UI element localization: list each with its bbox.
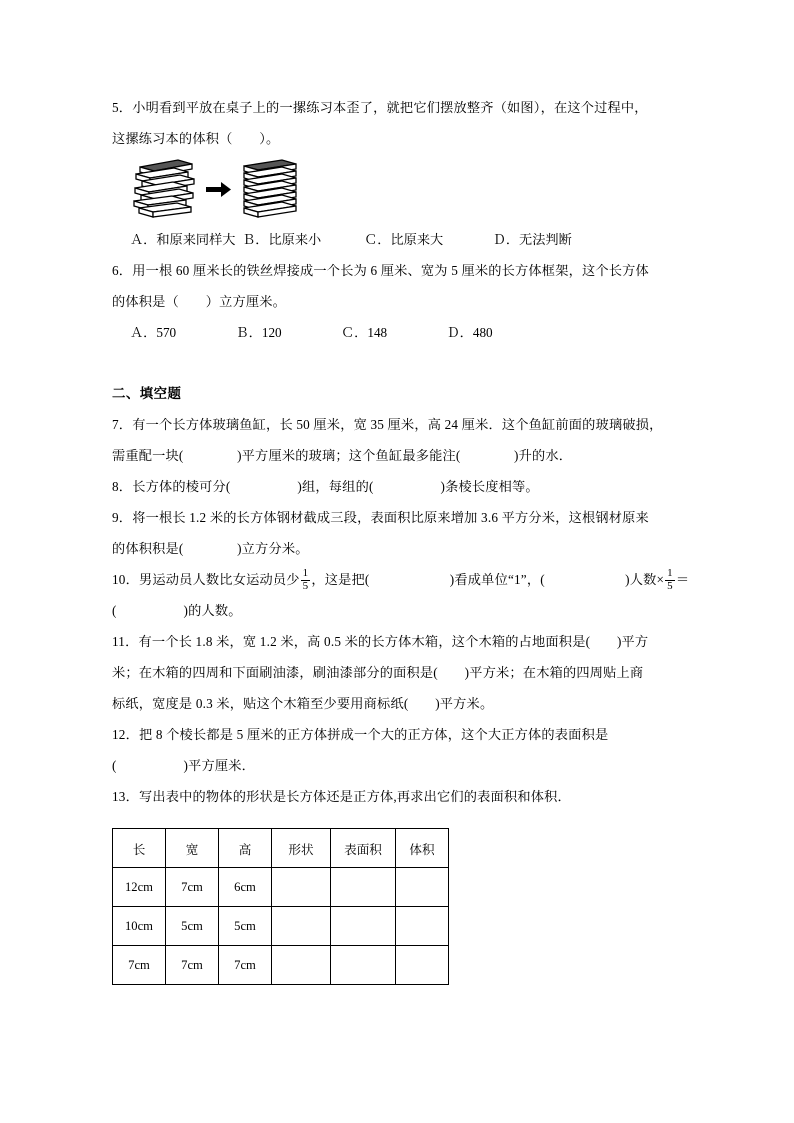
question-11-line-2: 米；在木箱的四周和下面刷油漆，刷油漆部分的面积是( )平方米；在木箱的四周贴上商 — [112, 665, 644, 680]
question-10-text-part-3: ＝ — [675, 572, 690, 587]
question-13-number: 13． — [112, 789, 139, 804]
cell-volume-answer[interactable] — [396, 946, 449, 985]
question-13-line-1 — [112, 781, 690, 812]
cell-length: 12cm — [113, 868, 166, 907]
right-arrow-icon — [206, 182, 231, 197]
question-5 — [112, 92, 690, 255]
cell-shape-answer[interactable] — [272, 868, 331, 907]
question-5-line-1 — [112, 92, 690, 123]
table-row — [113, 868, 449, 907]
cell-width: 7cm — [166, 868, 219, 907]
table-header-width: 宽 — [166, 829, 219, 868]
question-13-text-1: 写出表中的物体的形状是长方体还是正方体,再求出它们的表面积和体积． — [138, 789, 571, 804]
book-stack-figure — [112, 154, 690, 224]
question-9-text-1: 将一根长 1.2 米的长方体钢材截成三段，表面积比原来增加 3.6 平方分米，这根钢材原来 — [132, 510, 649, 525]
table-body — [113, 868, 449, 985]
question-12-line-2: ( )平方厘米． — [112, 758, 256, 773]
table-row — [113, 907, 449, 946]
question-6-text-1: 用一根 60 厘米长的铁丝焊接成一个长为 6 厘米、宽为 5 厘米的长方体框架，这个长方体 — [132, 263, 649, 278]
question-9-number: 9． — [112, 510, 133, 525]
question-5-options: Ａ．和原来同样大 Ｂ．比原来小 Ｃ．比原来大 Ｄ．无法判断 — [130, 232, 572, 247]
table-header-row — [113, 829, 449, 868]
section-spacer — [112, 348, 690, 378]
cell-surface-area-answer[interactable] — [331, 907, 396, 946]
cell-height: 5cm — [219, 907, 272, 946]
table-header-shape: 形状 — [272, 829, 331, 868]
question-6-line-2: 的体积是（ ）立方厘米。 — [112, 294, 287, 309]
question-7-line-2: 需重配一块( )平方厘米的玻璃；这个鱼缸最多能注( )升的水． — [112, 448, 573, 463]
cell-surface-area-answer[interactable] — [331, 868, 396, 907]
question-13 — [112, 781, 690, 812]
table-header-surface-area: 表面积 — [331, 829, 396, 868]
fraction-numerator: 1 — [667, 567, 673, 580]
question-10-text-part-2: ，这是把( )看成单位“1”，( )人数× — [311, 572, 665, 587]
question-10-text-part-1: 男运动员人数比女运动员少 — [138, 572, 300, 587]
page-content — [112, 92, 690, 985]
cell-volume-answer[interactable] — [396, 907, 449, 946]
question-7 — [112, 409, 690, 471]
cell-shape-answer[interactable] — [272, 907, 331, 946]
fraction-one-fifth-b — [665, 568, 675, 592]
table-header-volume: 体积 — [396, 829, 449, 868]
cell-shape-answer[interactable] — [272, 946, 331, 985]
cell-length: 10cm — [113, 907, 166, 946]
question-6-number: 6． — [112, 263, 133, 278]
question-9-line-1 — [112, 502, 690, 533]
question-5-text-1: 小明看到平放在桌子上的一摞练习本歪了，就把它们摆放整齐（如图），在这个过程中， — [132, 100, 648, 115]
question-10-number: 10． — [112, 572, 139, 587]
question-7-text-1: 有一个长方体玻璃鱼缸，长 50 厘米，宽 35 厘米，高 24 厘米．这个鱼缸前面的玻璃破损， — [132, 417, 663, 432]
question-12-line-1 — [112, 719, 690, 750]
section-heading-fill-in-blank: 二、填空题 — [112, 386, 182, 401]
shape-measurement-table — [112, 828, 449, 985]
table-row — [113, 946, 449, 985]
fraction-one-fifth-a — [301, 568, 311, 592]
question-7-number: 7． — [112, 417, 133, 432]
book-stack-svg — [126, 154, 306, 222]
cell-volume-answer[interactable] — [396, 868, 449, 907]
question-8 — [112, 471, 690, 502]
question-7-line-1 — [112, 409, 690, 440]
fraction-denominator: 5 — [667, 579, 673, 592]
table-header-length: 长 — [113, 829, 166, 868]
question-8-line-1 — [112, 471, 690, 502]
table-header — [113, 829, 449, 868]
question-10-line-2: ( )的人数。 — [112, 603, 242, 618]
question-12 — [112, 719, 690, 781]
question-9 — [112, 502, 690, 564]
question-11-line-3: 标纸，宽度是 0.3 米，贴这个木箱至少要用商标纸( )平方米。 — [112, 696, 494, 711]
question-12-number: 12． — [112, 727, 139, 742]
question-10 — [112, 564, 690, 626]
cell-height: 6cm — [219, 868, 272, 907]
question-9-line-2: 的体积积是( )立方分米。 — [112, 541, 309, 556]
table-header-height: 高 — [219, 829, 272, 868]
question-5-line-2: 这摞练习本的体积（ ）。 — [112, 131, 280, 146]
shape-measurement-table-wrap — [112, 828, 690, 985]
question-11-number: 11． — [112, 634, 139, 649]
fraction-denominator: 5 — [302, 579, 309, 592]
question-8-text-1: 长方体的棱可分( )组，每组的( )条棱长度相等。 — [132, 479, 539, 494]
question-11-text-1: 有一个长 1.8 米，宽 1.2 米，高 0.5 米的长方体木箱，这个木箱的占地面积是( )平方 — [138, 634, 649, 649]
fraction-numerator: 1 — [302, 567, 309, 580]
table-spacer — [112, 812, 690, 828]
cell-width: 5cm — [166, 907, 219, 946]
question-8-number: 8． — [112, 479, 133, 494]
question-12-text-1: 把 8 个棱长都是 5 厘米的正方体拼成一个大的正方体，这个大正方体的表面积是 — [138, 727, 609, 742]
question-6-line-1 — [112, 255, 690, 286]
cell-surface-area-answer[interactable] — [331, 946, 396, 985]
cell-length: 7cm — [113, 946, 166, 985]
question-10-line-1 — [112, 564, 690, 595]
question-11-line-1 — [112, 626, 690, 657]
question-11 — [112, 626, 690, 719]
question-5-number: 5． — [112, 100, 133, 115]
cell-width: 7cm — [166, 946, 219, 985]
question-6-options: Ａ．570 Ｂ．120 Ｃ．148 Ｄ．480 — [130, 325, 493, 340]
cell-height: 7cm — [219, 946, 272, 985]
question-6 — [112, 255, 690, 348]
